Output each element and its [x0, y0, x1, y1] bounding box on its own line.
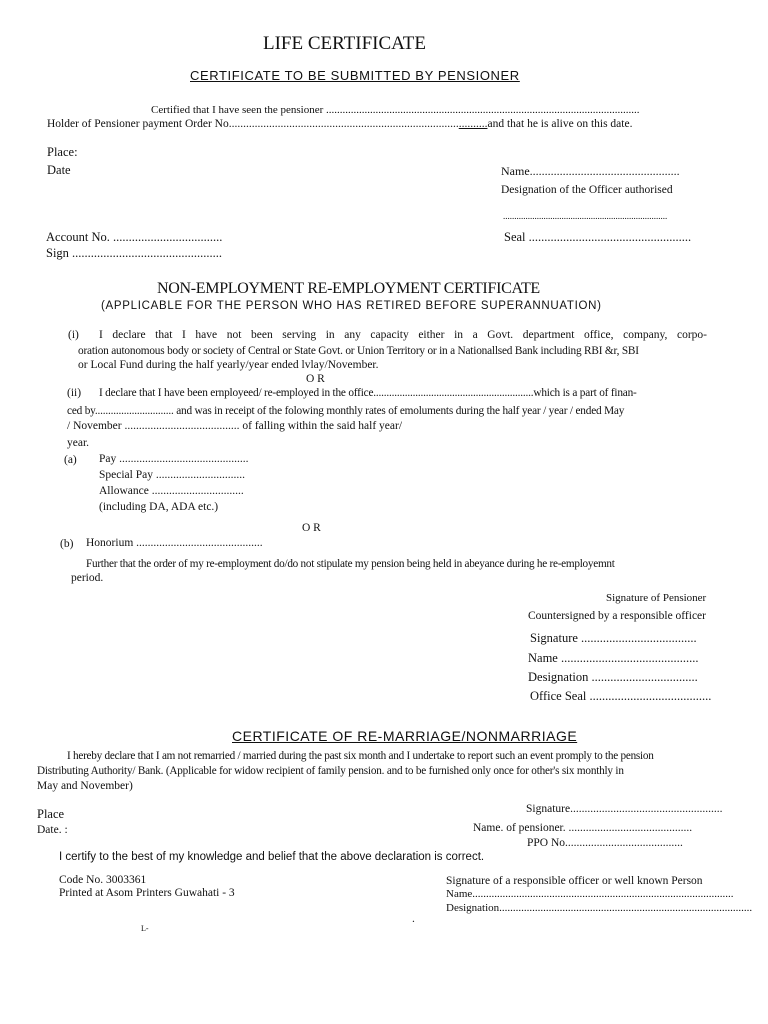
sign-field: Sign ................................................ — [46, 246, 223, 260]
remarriage-date-label: Date. : — [37, 824, 68, 836]
ppo-line — [47, 117, 632, 131]
place-label: Place: — [47, 145, 78, 159]
further-line-2: period. — [71, 572, 104, 584]
including-note: (including DA, ADA etc.) — [99, 501, 219, 513]
non-employment-subtitle: (APPLICABLE FOR THE PERSON WHO HAS RETIRED BEFORE SUPERANNUATION) — [101, 300, 602, 312]
item-2-line-3: / November ........................................ of falling within the said half year/ — [67, 420, 403, 432]
or-separator: O R — [306, 373, 325, 385]
item-1-number: (i) — [68, 329, 79, 341]
countersign-designation-field: Designation .................................. — [528, 670, 698, 684]
responsible-officer-designation: Designation............................................................................................ — [446, 902, 753, 914]
b-label: (b) — [60, 538, 74, 550]
date-label: Date — [47, 163, 71, 177]
account-field: Account No. ................................... — [46, 230, 223, 244]
subtitle: CERTIFICATE TO BE SUBMITTED BY PENSIONER — [190, 68, 520, 83]
stray-dot: . — [412, 913, 415, 925]
remarriage-para-line-3: May and November) — [37, 780, 133, 792]
remarriage-para-line-1: I hereby declare that I am not remarried / married during the past six month and I undertake to report such an event promply to the pension — [67, 750, 654, 762]
item-1-line-1: I declare that I have not been serving in any capacity either in a Govt. department office, company, corpo- — [99, 329, 707, 341]
certify-statement: I certify to the best of my knowledge and belief that the above declaration is correct. — [59, 851, 485, 863]
page-title: LIFE CERTIFICATE — [263, 33, 426, 54]
remarriage-title: CERTIFICATE OF RE-MARRIAGE/NONMARRIAGE — [232, 728, 578, 744]
ppo-line-text: Holder of Pensioner payment Order No................................................................................ — [47, 118, 459, 130]
remarriage-para-line-2: Distributing Authority/ Bank. (Applicable for widow recipient of family pension. and to be furnished only once for other's six monthly in — [37, 765, 624, 777]
a-label: (a) — [64, 454, 77, 466]
name-of-pensioner-field: Name. of pensioner. ........................................... — [473, 822, 693, 834]
designation-label: Designation of the Officer authorised — [501, 184, 673, 196]
ppo-line-end: and that he is alive on this date. — [487, 118, 633, 130]
seal-field: Seal .................................................... — [504, 230, 692, 244]
countersign-name-field: Name ............................................ — [528, 651, 699, 665]
countersigned-label: Countersigned by a responsible officer — [528, 610, 706, 622]
or-separator-2: O R — [302, 522, 321, 534]
pay-field: Pay ............................................. — [99, 453, 249, 465]
remarriage-signature-field: Signature..................................................... — [526, 803, 723, 815]
special-pay-field: Special Pay ............................... — [99, 469, 245, 481]
ppo-line-underlined: .......... — [458, 118, 488, 130]
countersign-signature-field: Signature ..................................... — [530, 631, 697, 645]
signature-of-pensioner: Signature of Pensioner — [606, 592, 707, 604]
non-employment-title: NON-EMPLOYMENT RE-EMPLOYMENT CERTIFICATE — [157, 280, 540, 297]
office-seal-field: Office Seal ....................................... — [530, 689, 712, 703]
ppo-no-field: PPO No......................................... — [527, 837, 683, 849]
item-2-line-2: ced by.............................. and was in receipt of the folowing monthly rates of emoluments during the half year / year / ended May — [67, 405, 625, 417]
remarriage-place-label: Place — [37, 807, 65, 821]
item-1-line-2: oration autonomous body or society of Central or State Govt. or Union Territory or in a Nationallsed Bank including RBI &r, SBI — [78, 345, 639, 357]
item-2-number: (ii) — [67, 387, 82, 399]
allowance-field: Allowance ................................ — [99, 485, 244, 497]
responsible-officer-signature: Signature of a responsible officer or well known Person — [446, 875, 703, 887]
item-2-line-1: I declare that I have been ernployeed/ re-employed in the office.............................................................which is a part of finan- — [99, 387, 637, 399]
certified-line: Certified that I have seen the pensioner .................................................................................................................. — [151, 104, 640, 116]
responsible-officer-name: Name............................................................................................... — [446, 888, 734, 900]
further-line-1: Further that the order of my re-employment do/do not stipulate my pension being held in abeyance during he re-employemnt — [86, 558, 615, 570]
code-no: Code No. 3003361 — [59, 874, 147, 886]
honorium-field: Honorium ............................................ — [86, 537, 263, 549]
name-field: Name.................................................. — [501, 164, 680, 178]
item-1-line-3: or Local Fund during the half yearly/year ended lvlay/November. — [78, 359, 379, 371]
printer-info: Printed at Asom Printers Guwahati - 3 — [59, 887, 235, 899]
designation-dots: ......................................................................... — [503, 211, 668, 221]
item-2-line-4: year. — [67, 437, 90, 449]
stray-mark: L- — [141, 924, 149, 933]
